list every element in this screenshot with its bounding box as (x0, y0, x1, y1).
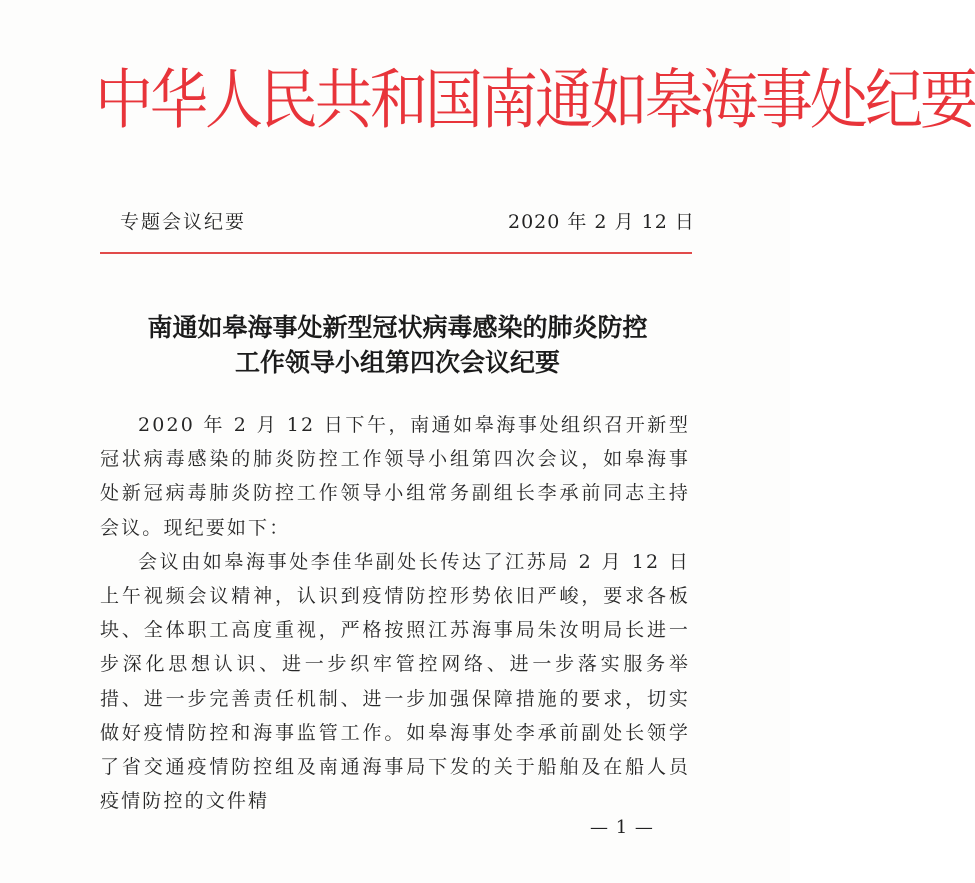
body-paragraph-2: 会议由如皋海事处李佳华副处长传达了江苏局 2 月 12 日上午视频会议精神，认识到疫情防控形势依旧严峻，要求各板块、全体职工高度重视，严格按照江苏海事局朱汝明局长进一步深化思想认识、进一步织牢管控网络、进一步落实服务举措、进一步完善责任机制、进一步加强保障措施的要求，切实做好疫情防控和海事监管工作。如皋海事处李承前副处长领学了省交通疫情防控组及南通海事局下发的关于船舶及在船人员疫情防控的文件精 (100, 550, 690, 813)
document-date: 2020 年 2 月 12 日 (508, 211, 695, 233)
masthead-title: 中华人民共和国南通如皋海事处纪要 (95, 61, 975, 138)
document-body (100, 408, 690, 818)
document-title-line-1: 南通如皋海事处新型冠状病毒感染的肺炎防控 (147, 313, 648, 342)
page-number: — 1 — (590, 817, 654, 838)
document-title (100, 310, 695, 380)
document-title-line-2: 工作领导小组第四次会议纪要 (234, 348, 560, 377)
body-paragraph-1: 2020 年 2 月 12 日下午，南通如皋海事处组织召开新型冠状病毒感染的肺炎防控工作领导小组第四次会议，如皋海事处新冠病毒肺炎防控工作领导小组常务副组长李承前同志主持会议。现纪要如下： (100, 414, 690, 539)
document-category: 专题会议纪要 (120, 211, 247, 233)
red-divider-line (100, 252, 692, 254)
